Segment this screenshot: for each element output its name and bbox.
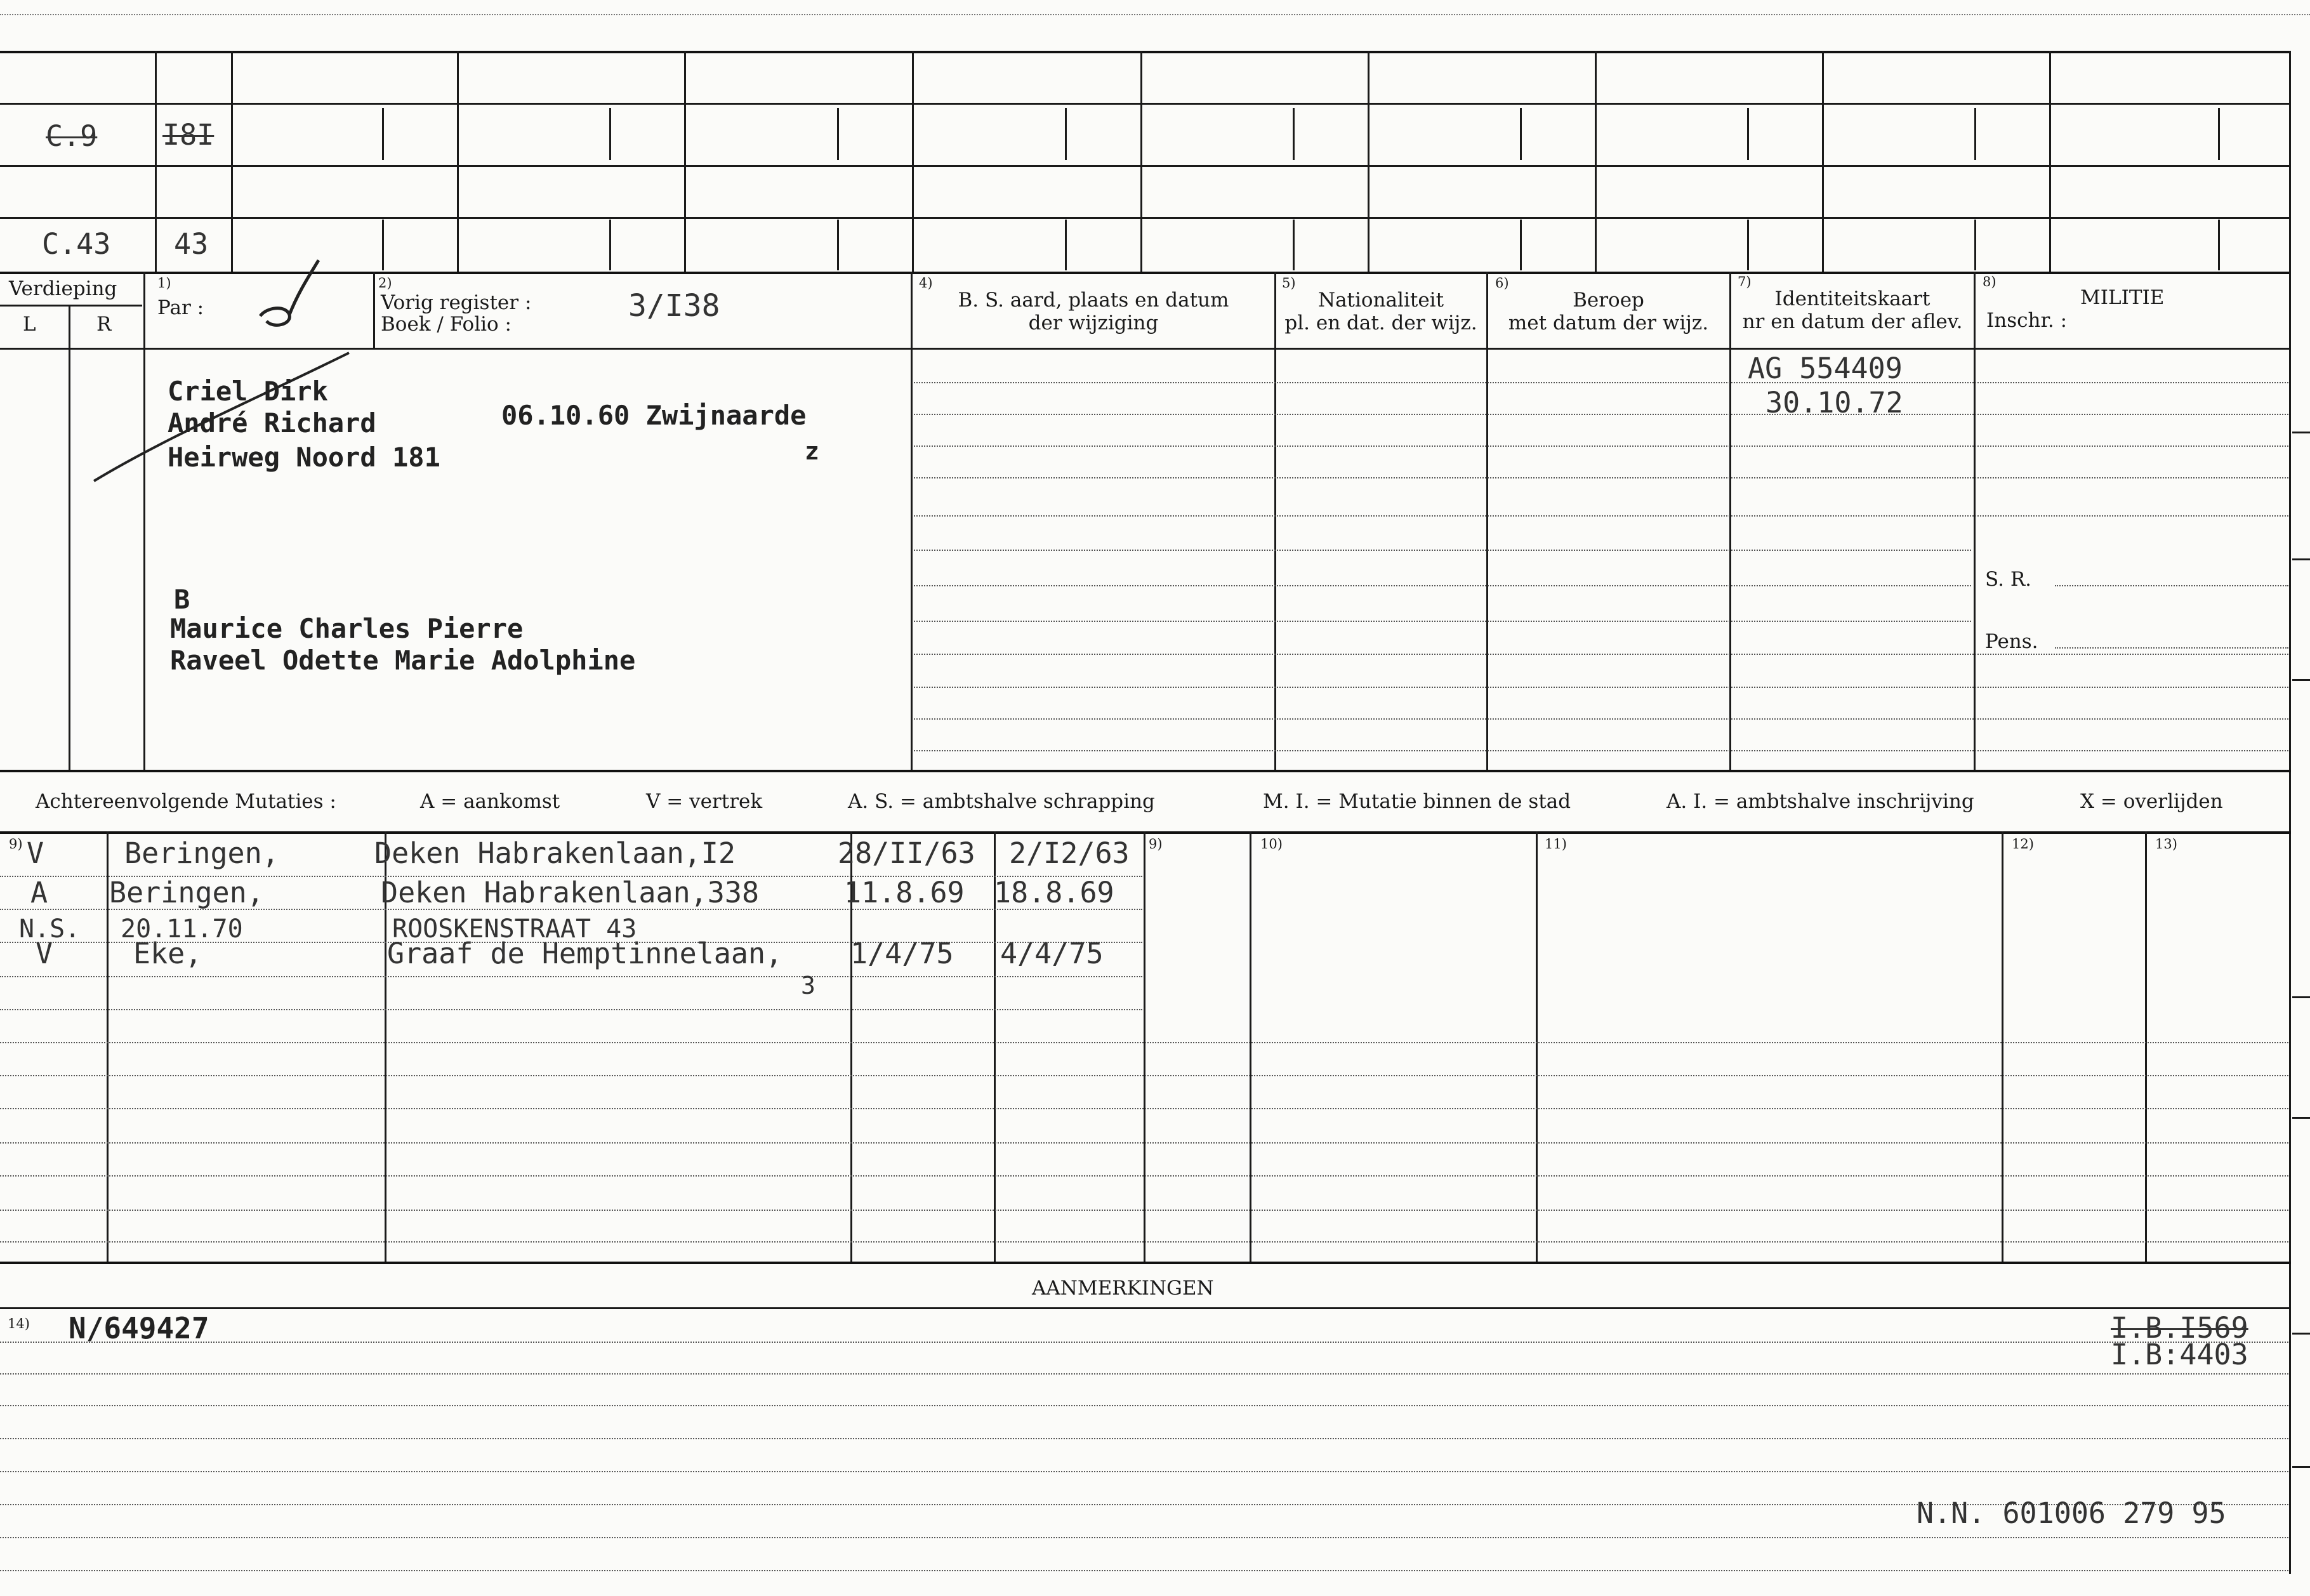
mutation-row-1-address: Deken Habrakenlaan,I2 <box>374 836 736 870</box>
identiteitskaart-label-line1: Identiteitskaart <box>1774 287 1930 310</box>
mutation-row-2-type: A <box>30 876 48 909</box>
par-label: Par : <box>157 296 204 319</box>
register-number: 43 <box>174 227 209 261</box>
person-address: Heirweg Noord 181 <box>168 442 440 473</box>
note-11: 11) <box>1545 836 1567 852</box>
legend-schrapping: A. S. = ambtshalve schrapping <box>848 790 1155 813</box>
id-card-number: AG 554409 <box>1748 352 1903 385</box>
note-10: 10) <box>1260 836 1283 852</box>
note-4: 4) <box>919 275 933 291</box>
note-13: 13) <box>2155 836 2177 852</box>
note-7: 7) <box>1738 274 1752 289</box>
id-card-date: 30.10.72 <box>1766 386 1903 419</box>
person-first-names: André Richard <box>168 407 376 439</box>
vorig-register-value: 3/I38 <box>628 288 720 324</box>
register-code: C.43 <box>42 227 111 261</box>
identiteitskaart-label-line2: nr en datum der aflev. <box>1742 310 1963 333</box>
sr-label: S. R. <box>1985 568 2032 591</box>
nationaliteit-label-line1: Nationaliteit <box>1317 289 1444 312</box>
legend-title: Achtereenvolgende Mutaties : <box>36 790 336 813</box>
note-2: 2) <box>378 275 392 291</box>
vorig-register-label: Vorig register : <box>381 291 532 314</box>
note-12: 12) <box>2012 836 2034 852</box>
person-name: Criel Dirk <box>168 376 328 407</box>
parents-marker: B <box>174 584 190 615</box>
legend-vertrek: V = vertrek <box>646 790 763 813</box>
mutation-row-2-date2: 18.8.69 <box>994 876 1114 909</box>
strike-through-mark <box>89 343 355 489</box>
legend-mutatie: M. I. = Mutatie binnen de stad <box>1263 790 1571 813</box>
par-signature <box>248 254 374 343</box>
pens-label: Pens. <box>1985 630 2038 653</box>
nn-number: N.N. 601006 279 95 <box>1917 1496 2226 1530</box>
verdieping-label: Verdieping <box>9 277 117 300</box>
mutation-row-1-date1: 28/II/63 <box>838 836 975 870</box>
mutation-row-3-place: 20.11.70 <box>121 914 243 944</box>
legend-aankomst: A = aankomst <box>420 790 560 813</box>
note-9-left: 9) <box>9 836 23 852</box>
person-birth: 06.10.60 Zwijnaarde <box>501 400 807 431</box>
father-name: Maurice Charles Pierre <box>170 613 524 644</box>
mutation-row-2-address: Deken Habrakenlaan,338 <box>381 876 760 909</box>
note-8: 8) <box>1983 274 1996 289</box>
remarks-number: N/649427 <box>69 1311 209 1345</box>
bs-label-line2: der wijziging <box>1028 312 1159 334</box>
register-number-old: I8I <box>162 118 214 152</box>
bs-label-line1: B. S. aard, plaats en datum <box>958 289 1229 312</box>
ib-new: I.B:4403 <box>2111 1338 2248 1371</box>
mutation-row-3-type: N.S. <box>19 914 81 944</box>
legend-overlijden: X = overlijden <box>2080 790 2223 813</box>
mutation-row-1-place: Beringen, <box>124 836 279 870</box>
note-1: 1) <box>157 275 171 291</box>
boek-folio-label: Boek / Folio : <box>381 313 512 336</box>
note-5: 5) <box>1282 275 1296 291</box>
ib-old: I.B.I569 <box>2111 1311 2248 1345</box>
floor-right-label: R <box>96 313 112 336</box>
mutation-row-4-date1: 1/4/75 <box>850 937 954 970</box>
militie-label: MILITIE <box>2080 286 2165 309</box>
register-code-old: C.9 <box>46 119 98 153</box>
mutation-row-2-date1: 11.8.69 <box>844 876 965 909</box>
person-sex: z <box>805 437 819 465</box>
inschr-label: Inschr. : <box>1986 309 2068 332</box>
mutation-row-4-address: Graaf de Hemptinnelaan, <box>387 937 783 970</box>
aanmerkingen-title: AANMERKINGEN <box>1032 1277 1214 1300</box>
mutation-row-4-place: Eke, <box>133 937 202 970</box>
nationaliteit-label-line2: pl. en dat. der wijz. <box>1284 312 1477 334</box>
note-9: 9) <box>1149 836 1163 852</box>
mutation-row-1-type: V <box>27 836 44 870</box>
floor-left-label: L <box>23 313 36 336</box>
mutation-row-4-house-number: 3 <box>801 972 815 999</box>
mutation-row-1-date2: 2/I2/63 <box>1009 836 1130 870</box>
mutation-row-3-address: ROOSKENSTRAAT 43 <box>392 914 637 944</box>
note-6: 6) <box>1495 275 1509 291</box>
legend-inschrijving: A. I. = ambtshalve inschrijving <box>1666 790 1974 813</box>
beroep-label-line1: Beroep <box>1573 289 1644 312</box>
mutation-row-2-place: Beringen, <box>109 876 264 909</box>
mutation-row-4-date2: 4/4/75 <box>1000 937 1104 970</box>
mother-name: Raveel Odette Marie Adolphine <box>170 645 636 676</box>
note-14: 14) <box>8 1316 30 1331</box>
beroep-label-line2: met datum der wijz. <box>1508 312 1709 334</box>
mutation-row-4-type: V <box>36 937 53 970</box>
